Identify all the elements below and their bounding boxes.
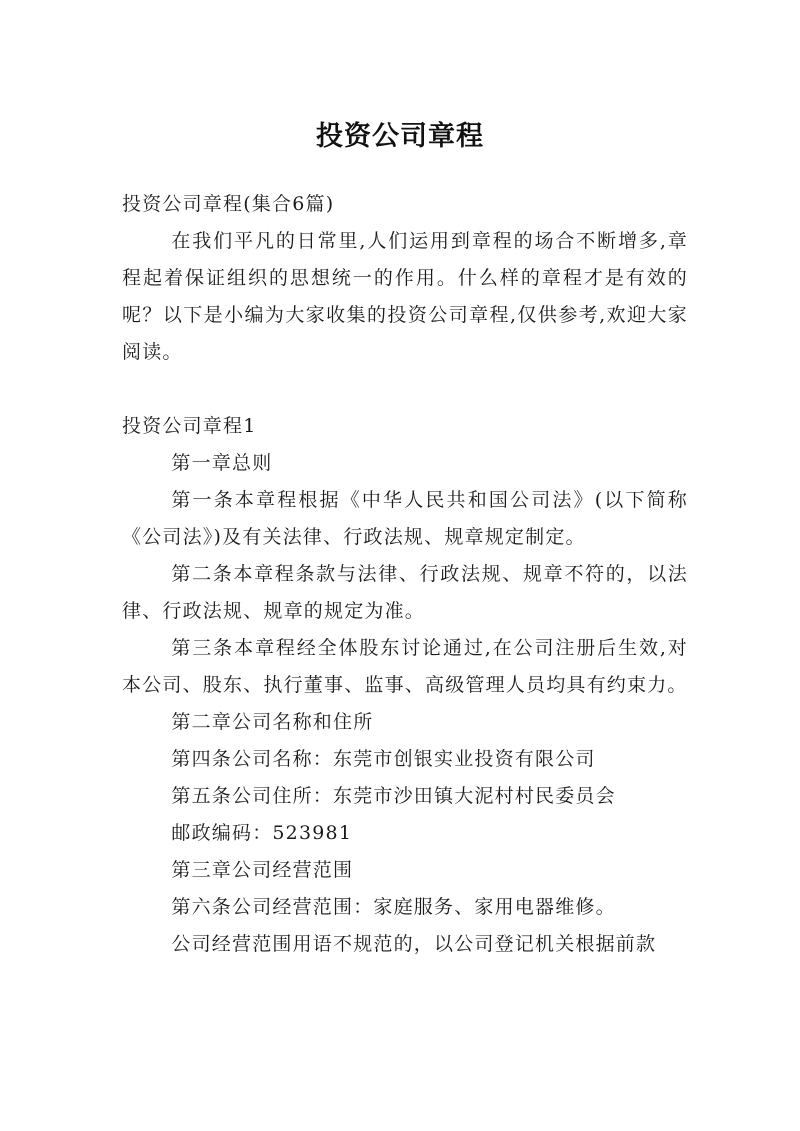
- article-paragraph: 公司经营范围用语不规范的，以公司登记机关根据前款: [171, 933, 657, 955]
- article-paragraph: 第二条本章程条款与法律、行政法规、规章不符的，以法律、行政法规、规章的规定为准。: [122, 563, 688, 622]
- postal-code-line: 邮政编码：523981: [171, 822, 353, 844]
- section-heading: 投资公司章程1: [122, 415, 257, 437]
- chapter-heading: 第三章公司经营范围: [171, 859, 354, 881]
- intro-paragraph: 在我们平凡的日常里,人们运用到章程的场合不断增多,章程起着保证组织的思想统一的作用。什么样的章程才是有效的呢？以下是小编为大家收集的投资公司章程,仅供参考,欢迎大家阅读。: [122, 230, 688, 363]
- chapter-heading: 第二章公司名称和住所: [171, 711, 374, 733]
- document-body: [122, 186, 688, 963]
- document-subtitle: 投资公司章程(集合6篇): [122, 193, 335, 215]
- article-paragraph: 第三条本章程经全体股东讨论通过,在公司注册后生效,对本公司、股东、执行董事、监事、高级管理人员均具有约束力。: [122, 637, 688, 696]
- article-paragraph: 第五条公司住所：东莞市沙田镇大泥村村民委员会: [171, 785, 616, 807]
- chapter-heading: 第一章总则: [171, 452, 273, 474]
- article-paragraph: 第一条本章程根据《中华人民共和国公司法》(以下简称《公司法》)及有关法律、行政法规、规章规定制定。: [122, 489, 688, 548]
- page-title: 投资公司章程: [316, 121, 484, 153]
- paragraph-spacer: [122, 371, 688, 408]
- article-paragraph: 第四条公司名称：东莞市创银实业投资有限公司: [171, 748, 596, 770]
- article-paragraph: 第六条公司经营范围：家庭服务、家用电器维修。: [171, 896, 616, 918]
